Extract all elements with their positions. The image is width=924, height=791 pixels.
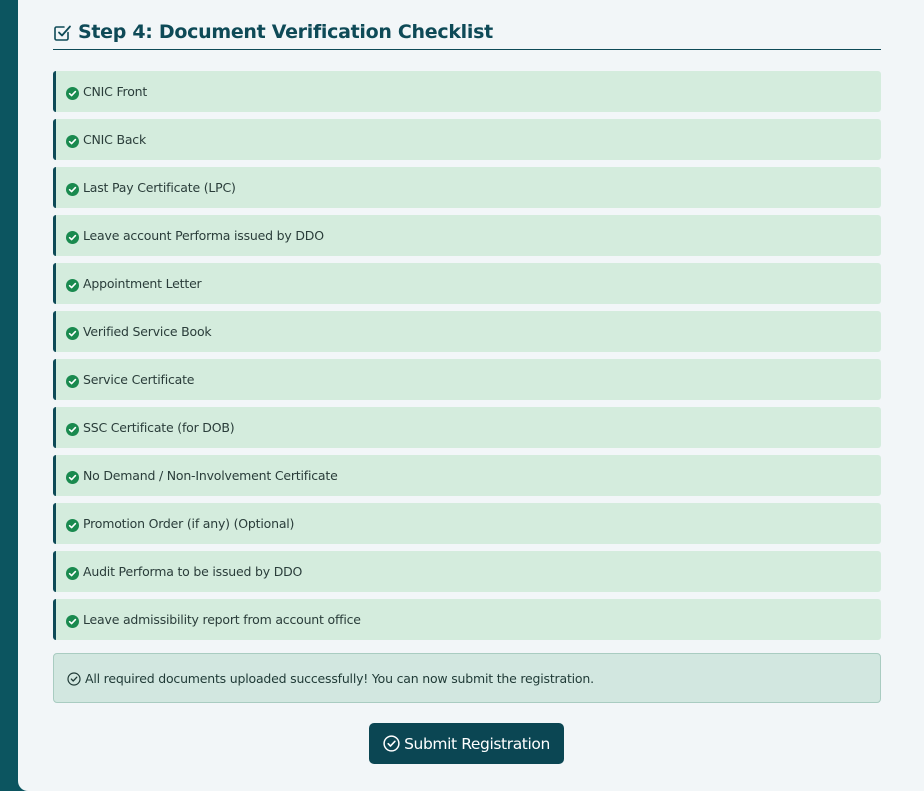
- step-title: [53, 18, 881, 50]
- checklist-item-label: Verified Service Book: [83, 324, 212, 339]
- checklist-item: [53, 407, 881, 448]
- checklist-item-label: Leave admissibility report from account office: [83, 612, 361, 627]
- check-circle-icon: [66, 421, 79, 434]
- check-circle-icon: [66, 325, 79, 338]
- document-checklist: [53, 71, 881, 647]
- checklist-item-label: Audit Performa to be issued by DDO: [83, 564, 303, 579]
- checklist-item: [53, 551, 881, 592]
- checklist-item: [53, 167, 881, 208]
- check-circle-icon: [66, 517, 79, 530]
- submit-registration-button[interactable]: [369, 723, 564, 764]
- check-circle-icon: [66, 277, 79, 290]
- checklist-item-label: SSC Certificate (for DOB): [83, 420, 235, 435]
- check-circle-icon: [66, 373, 79, 386]
- checklist-item: [53, 71, 881, 112]
- check-circle-icon: [66, 181, 79, 194]
- checklist-item: [53, 215, 881, 256]
- checklist-item: [53, 455, 881, 496]
- success-alert: [53, 653, 881, 703]
- checklist-item: [53, 263, 881, 304]
- submit-button-label: Submit Registration: [404, 734, 550, 753]
- check-circle-icon: [66, 613, 79, 626]
- section-title: Step 4: Document Verification Checklist: [78, 21, 493, 43]
- checklist-item: [53, 503, 881, 544]
- checklist-item-label: Promotion Order (if any) (Optional): [83, 516, 295, 531]
- check-circle-icon: [66, 469, 79, 482]
- checklist-item: [53, 311, 881, 352]
- alert-message: All required documents uploaded successfully! You can now submit the registration.: [85, 670, 594, 686]
- checklist-item: [53, 359, 881, 400]
- checklist-item: [53, 599, 881, 640]
- registration-card: [18, 0, 924, 791]
- check-circle-icon: [66, 133, 79, 146]
- checklist-item-label: No Demand / Non-Involvement Certificate: [83, 468, 338, 483]
- checklist-item-label: CNIC Back: [83, 132, 147, 147]
- checklist-item: [53, 119, 881, 160]
- checklist-item-label: Service Certificate: [83, 372, 195, 387]
- check-circle-outline-icon: [67, 671, 81, 685]
- checklist-item-label: Last Pay Certificate (LPC): [83, 180, 236, 195]
- checklist-item-label: Appointment Letter: [83, 276, 202, 291]
- check-circle-icon: [66, 229, 79, 242]
- check-circle-outline-icon: [383, 735, 400, 752]
- check-circle-icon: [66, 85, 79, 98]
- check-circle-icon: [66, 565, 79, 578]
- checkbox-checked-icon: [53, 23, 72, 42]
- checklist-item-label: Leave account Performa issued by DDO: [83, 228, 324, 243]
- checklist-item-label: CNIC Front: [83, 84, 148, 99]
